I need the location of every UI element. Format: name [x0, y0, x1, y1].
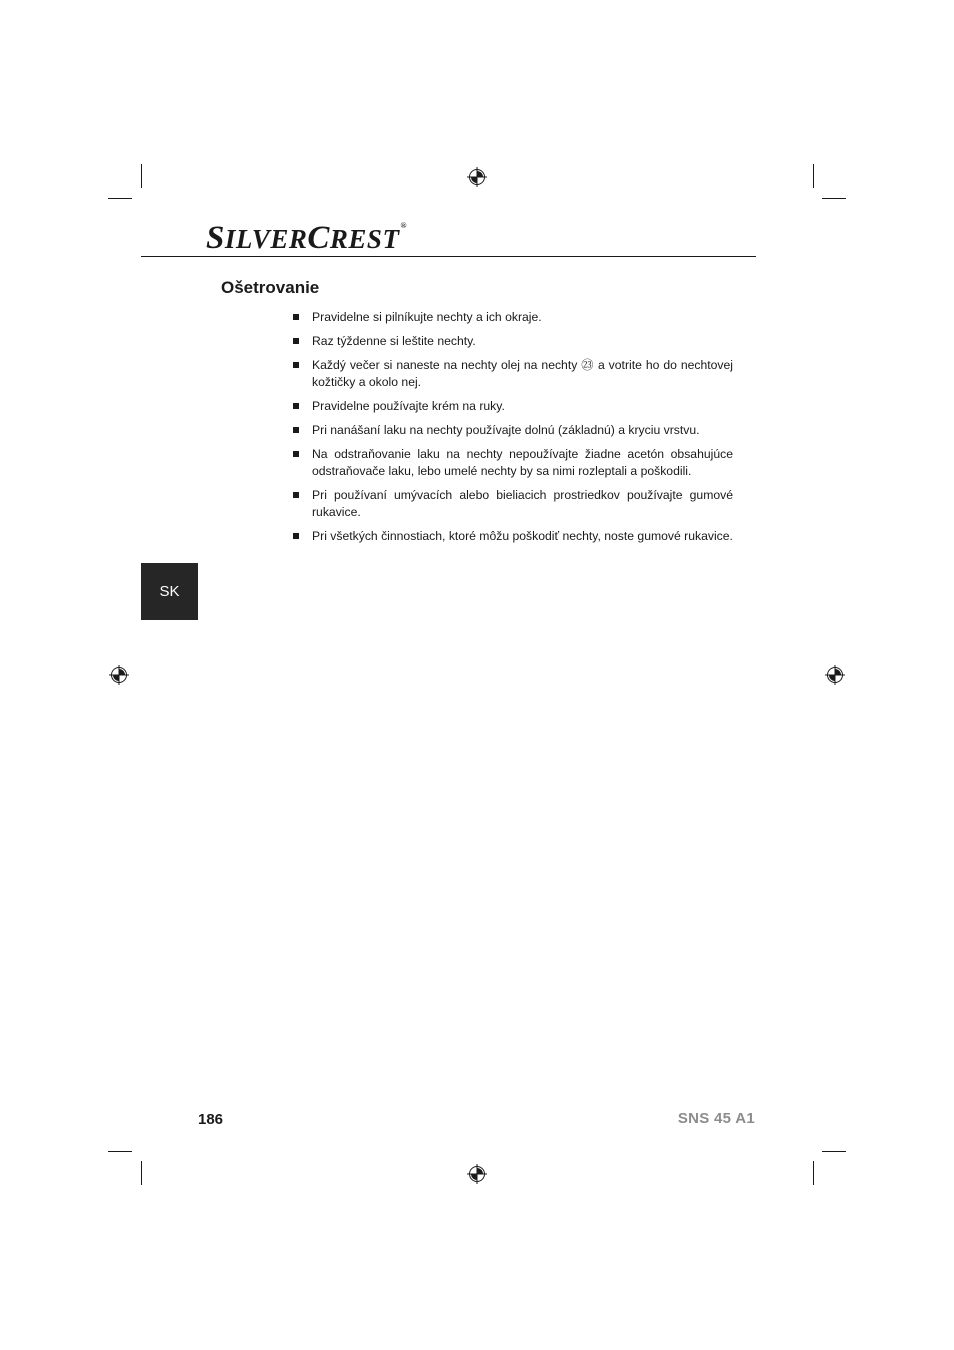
list-item-text: Na odstraňovanie laku na nechty nepoužívajte žiadne acetón obsahujúce odstraňovače laku, lebo umelé nechty by sa nimi rozleptali a poškodili. — [312, 447, 733, 478]
crop-mark — [141, 164, 142, 188]
list-item — [293, 309, 733, 326]
list-item — [293, 357, 733, 391]
list-item-text: Raz týždenne si leštite nechty. — [312, 334, 476, 348]
list-item — [293, 487, 733, 521]
care-instructions-list — [293, 309, 733, 552]
registration-mark-icon — [825, 665, 845, 685]
list-item — [293, 446, 733, 480]
language-tab-label: SK — [159, 583, 180, 600]
list-item — [293, 333, 733, 350]
square-bullet-icon — [293, 403, 299, 409]
registration-mark-icon — [467, 167, 487, 187]
header-rule — [141, 256, 756, 257]
brand-logo — [206, 222, 407, 255]
square-bullet-icon — [293, 362, 299, 368]
list-item-text: Pravidelne si pilníkujte nechty a ich okraje. — [312, 310, 542, 324]
registration-mark-icon — [109, 665, 129, 685]
registered-trademark: ® — [400, 221, 407, 230]
list-item-text: Každý večer si naneste na nechty olej na nechty ㉓ a votrite ho do nechtovej kožtičky a okolo nej. — [312, 358, 733, 389]
brand-logo-text: ILVER — [224, 224, 308, 254]
square-bullet-icon — [293, 492, 299, 498]
list-item — [293, 398, 733, 415]
registration-mark-icon — [467, 1164, 487, 1184]
list-item — [293, 422, 733, 439]
brand-logo-text: REST — [329, 224, 400, 254]
list-item-text: Pri nanášaní laku na nechty používajte dolnú (základnú) a kryciu vrstvu. — [312, 423, 700, 437]
crop-mark — [822, 1151, 846, 1152]
language-tab — [141, 563, 198, 620]
section-title: Ošetrovanie — [221, 278, 320, 297]
square-bullet-icon — [293, 427, 299, 433]
crop-mark — [813, 164, 814, 188]
crop-mark — [108, 198, 132, 199]
list-item — [293, 528, 733, 545]
brand-logo-letter: S — [206, 220, 225, 256]
square-bullet-icon — [293, 451, 299, 457]
square-bullet-icon — [293, 314, 299, 320]
brand-logo-letter: C — [307, 220, 330, 256]
crop-mark — [822, 198, 846, 199]
list-item-text: Pravidelne používajte krém na ruky. — [312, 399, 505, 413]
square-bullet-icon — [293, 533, 299, 539]
crop-mark — [813, 1161, 814, 1185]
square-bullet-icon — [293, 338, 299, 344]
crop-mark — [141, 1161, 142, 1185]
crop-mark — [108, 1151, 132, 1152]
list-item-text: Pri používaní umývacích alebo bieliacich prostriedkov používajte gumové rukavice. — [312, 488, 733, 519]
model-number: SNS 45 A1 — [677, 1110, 755, 1127]
page-number: 186 — [198, 1111, 224, 1128]
list-item-text: Pri všetkých činnostiach, ktoré môžu poškodiť nechty, noste gumové rukavice. — [312, 529, 733, 543]
